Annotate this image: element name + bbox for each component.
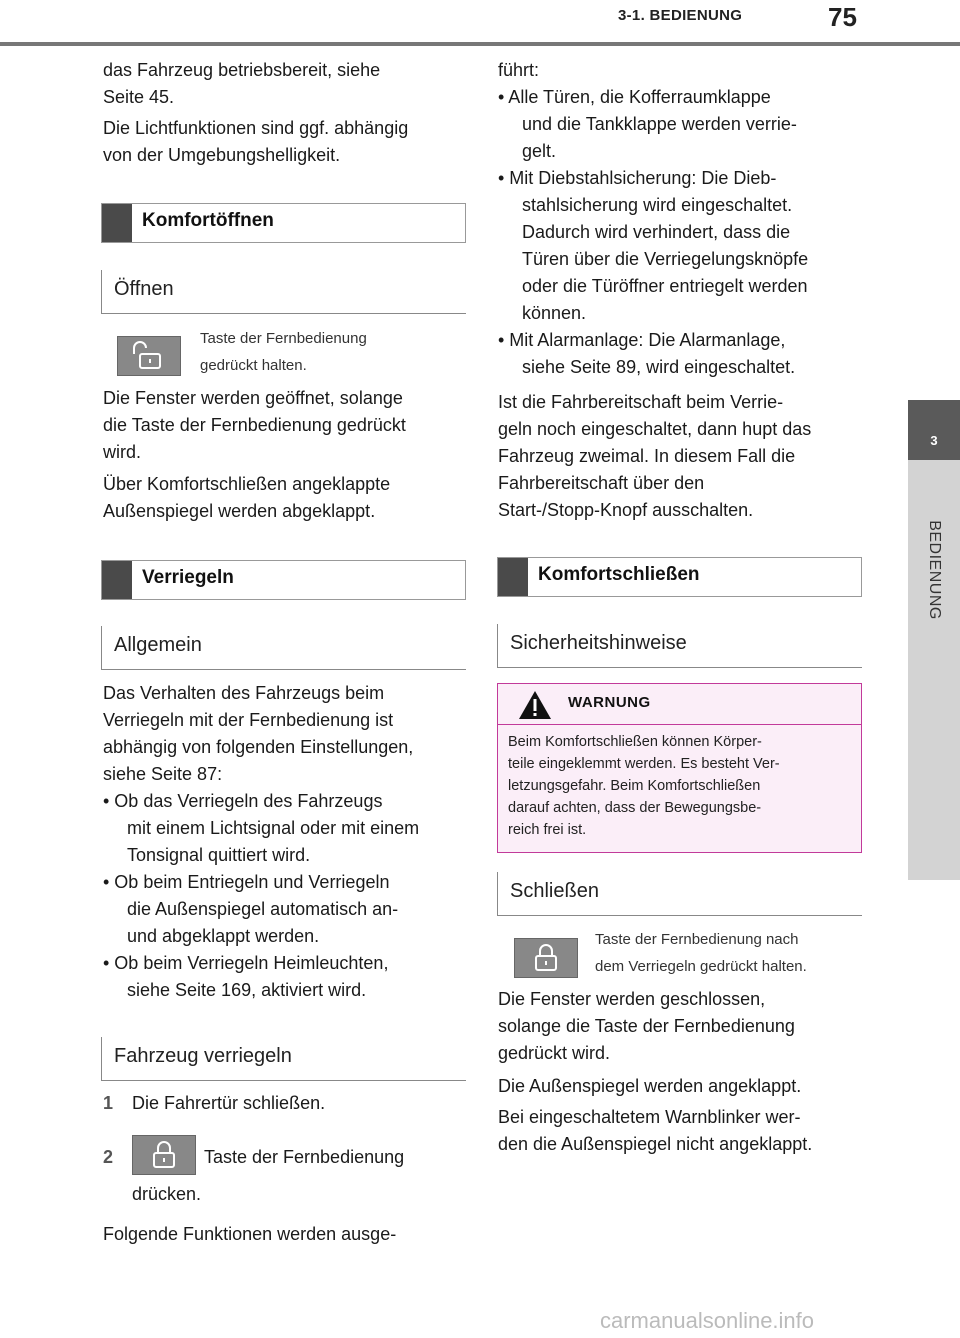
fahrbereitschaft-paragraph: Ist die Fahrbereitschaft beim Verrie- geln noch eingeschaltet, dann hupt das Fahrzeug zweimal. In diesem Fall die Fahrbereitschaft über den Start-/Stopp-Knopf ausschalten. [498,392,812,520]
warning-title: WARNUNG [568,694,651,711]
oeffnen-paragraph-1: Die Fenster werden geöffnet, solange die Taste der Fernbedienung gedrückt wird. [103,388,406,462]
subheading-fahrzeug-verriegeln: Fahrzeug verriegeln [101,1037,466,1081]
list-item: • Alle Türen, die Kofferraumklappe und die Tankklappe werden verrie- gelt. [498,87,797,161]
allgemein-paragraph: Das Verhalten des Fahrzeugs beim Verriegeln mit der Fernbedienung ist abhängig von folgenden Einstellungen, siehe Seite 87: [103,683,414,784]
step-2-number: 2 [103,1147,114,1167]
unlock-icon [118,337,180,375]
intro-paragraph: das Fahrzeug betriebsbereit, siehe Seite 45. [103,60,381,107]
warning-icon [518,690,552,720]
remote-lock-key [132,1135,196,1175]
list-item: • Ob beim Verriegeln Heimleuchten, siehe Seite 169, aktiviert wird. [103,953,389,1000]
oeffnen-paragraph-2: Über Komfortschließen angeklappte Außenspiegel werden abgeklappt. [103,474,391,521]
list-item: • Mit Diebstahlsicherung: Die Dieb- stahlsicherung wird eingeschaltet. Dadurch wird verhindert, dass die Türen über die Verriegelungsknöpfe oder die Türöffner entriegelt werden können. [498,168,809,323]
oeffnen-key-caption: Taste der Fernbedienung gedrückt halten. [200,330,367,374]
page-number: 75 [828,2,857,32]
chapter-tab-number[interactable]: 3 [908,400,960,460]
step-2-text-cont: drücken. [132,1184,202,1204]
warning-text: Beim Komfortschließen können Körper- teile eingeklemmt werden. Es besteht Ver- letzungsgefahr. Beim Komfortschließen darauf achten, dass der Bewegungsbe- reich frei ist. [508,734,780,838]
subheading-allgemein: Allgemein [101,626,466,670]
folgende-paragraph: Folgende Funktionen werden ausge- [103,1224,397,1244]
remote-lock-key-hold [514,938,578,978]
schliessen-key-caption: Taste der Fernbedienung nach dem Verriegeln gedrückt halten. [595,931,807,975]
subheading-schliessen: Schließen [497,872,862,916]
schliessen-paragraph-1: Die Fenster werden geschlossen, solange die Taste der Fernbedienung gedrückt wird. [498,989,795,1063]
subheading-sicherheitshinweise: Sicherheitshinweise [497,624,862,668]
chapter-tab-label: BEDIENUNG [926,520,943,620]
list-item: • Mit Alarmanlage: Die Alarmanlage, siehe Seite 89, wird eingeschaltet. [498,330,796,377]
list-item: • Ob beim Entriegeln und Verriegeln die Außenspiegel automatisch an- und abgeklappt werden. [103,872,399,946]
step-2-text: Taste der Fernbedienung [204,1147,405,1167]
lock-icon [133,1136,195,1174]
schliessen-paragraph-2: Die Außenspiegel werden angeklappt. [498,1076,802,1096]
subheading-oeffnen: Öffnen [101,270,466,314]
schliessen-paragraph-3: Bei eingeschaltetem Warnblinker wer- den die Außenspiegel nicht angeklappt. [498,1107,813,1154]
heading-verriegeln: Verriegeln [101,560,466,600]
step-1: 1 Die Fahrertür schließen. [103,1093,326,1113]
lock-icon [515,939,577,977]
fuehrt-text: führt: [498,60,540,80]
heading-komfortoeffnen: Komfortöffnen [101,203,466,243]
remote-unlock-key [117,336,181,376]
heading-komfortschliessen: Komfortschließen [497,557,862,597]
allgemein-bullet-list [103,788,465,1004]
header-rule [0,42,960,46]
list-item: • Ob das Verriegeln des Fahrzeugs mit einem Lichtsignal oder mit einem Tonsignal quittiert wird. [103,791,420,865]
section-title: 3-1. BEDIENUNG [618,7,743,24]
watermark: carmanualsonline.info [600,1308,815,1333]
light-paragraph: Die Lichtfunktionen sind ggf. abhängig von der Umgebungshelligkeit. [103,118,409,165]
warning-box [497,683,862,853]
lock-bullet-list [498,84,868,381]
